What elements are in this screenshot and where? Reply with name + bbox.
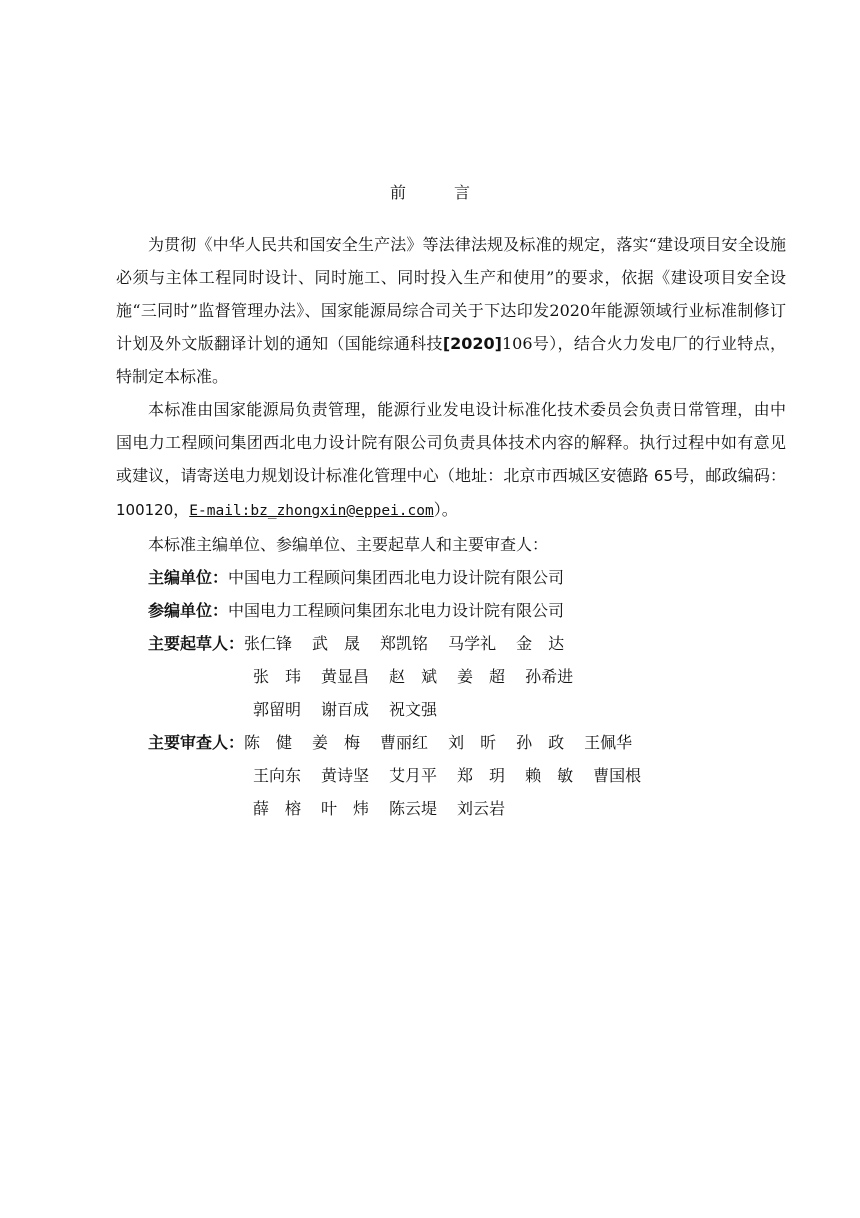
address-number: 65 [653, 467, 673, 485]
reviewer-name: 陈云堤 [389, 799, 438, 818]
drafter-name: 张仁锋 [244, 634, 293, 653]
paragraph-2-text: 本标准由国家能源局负责管理，能源行业发电设计标准化技术委员会负责日常管理，由中国电力工程顾问集团西北电力设计院有限公司负责具体技术内容的解释。执行过程中如有意见或建议，请寄送电力规划设计标准化管理中心（地址：北京市西城区安德路 [116, 400, 786, 485]
drafters-line-2 [148, 660, 786, 693]
reviewers-label: 主要审查人： [148, 733, 245, 752]
reviewer-name: 刘云岩 [457, 799, 506, 818]
reviewer-name: 叶 炜 [321, 799, 370, 818]
participating-unit-value: 中国电力工程顾问集团东北电力设计院有限公司 [228, 601, 565, 620]
chief-unit-row [148, 561, 786, 594]
email-link[interactable]: E-mail:bz_zhongxin@eppei.com [189, 503, 434, 519]
participating-unit-label: 参编单位： [148, 601, 229, 620]
drafter-name: 黄显昌 [321, 667, 370, 686]
drafter-name: 赵 斌 [389, 667, 438, 686]
drafter-name: 孙希进 [525, 667, 574, 686]
reviewer-name: 孙 政 [516, 733, 565, 752]
drafter-name: 姜 超 [457, 667, 506, 686]
drafter-name: 谢百成 [321, 700, 370, 719]
chief-unit-label: 主编单位： [148, 568, 229, 587]
drafter-name: 郑凯铭 [380, 634, 429, 653]
title-char-2: 言 [454, 183, 471, 202]
drafters-line-1 [148, 627, 786, 660]
drafter-name: 武 晟 [312, 634, 361, 653]
drafter-name: 张 玮 [253, 667, 302, 686]
drafter-name: 郭留明 [253, 700, 302, 719]
reviewer-name: 赖 敏 [525, 766, 574, 785]
reviewer-name: 曹丽红 [380, 733, 429, 752]
reviewer-name: 薛 榕 [253, 799, 302, 818]
reviewer-name: 王佩华 [584, 733, 633, 752]
page-title [0, 180, 860, 203]
paragraph-1 [116, 228, 786, 393]
paragraph-2-closing: ）。 [433, 500, 458, 519]
document-body [116, 228, 786, 825]
paragraph-2-comma: ， [173, 500, 190, 519]
reviewer-name: 郑 玥 [457, 766, 506, 785]
paragraph-3: 本标准主编单位、参编单位、主要起草人和主要审查人： [148, 535, 549, 554]
reviewer-name: 陈 健 [244, 733, 293, 752]
reviewers-line-3 [148, 792, 786, 825]
drafter-name: 马学礼 [448, 634, 497, 653]
drafter-name: 金 达 [516, 634, 565, 653]
drafters-line-3 [148, 693, 786, 726]
paragraph-1-text-end: 106号），结合火力发电厂的行业特点，特制定本标准。 [116, 334, 786, 386]
reviewers-block [148, 726, 786, 825]
paragraph-1-text: 为贯彻《中华人民共和国安全生产法》等法律法规及标准的规定，落实“建设项目安全设施必须与主体工程同时设计、同时施工、同时投入生产和使用”的要求，依据《建设项目安全设施“三同时”监督管理办法》、国家能源局综合司关于下达印发2020年能源领域行业标准制修订计划及外文版翻译计划的通知（国能综通科技 [116, 235, 786, 353]
paragraph-2-text-2: 号，邮政编码： [673, 466, 786, 485]
paragraph-2 [116, 393, 786, 528]
document-number-bracket: [2020] [442, 334, 502, 353]
drafters-block [148, 627, 786, 726]
drafters-label: 主要起草人： [148, 634, 245, 653]
chief-unit-value: 中国电力工程顾问集团西北电力设计院有限公司 [228, 568, 565, 587]
reviewer-name: 曹国根 [593, 766, 642, 785]
title-char-1: 前 [389, 183, 406, 202]
reviewers-line-2 [148, 759, 786, 792]
reviewer-name: 刘 昕 [448, 733, 497, 752]
participating-unit-row [148, 594, 786, 627]
reviewer-name: 黄诗坚 [321, 766, 370, 785]
reviewers-line-1 [148, 726, 786, 759]
drafter-name: 祝文强 [389, 700, 438, 719]
postcode: 100120 [116, 501, 174, 519]
reviewer-name: 王向东 [253, 766, 302, 785]
reviewer-name: 艾月平 [389, 766, 438, 785]
reviewer-name: 姜 梅 [312, 733, 361, 752]
